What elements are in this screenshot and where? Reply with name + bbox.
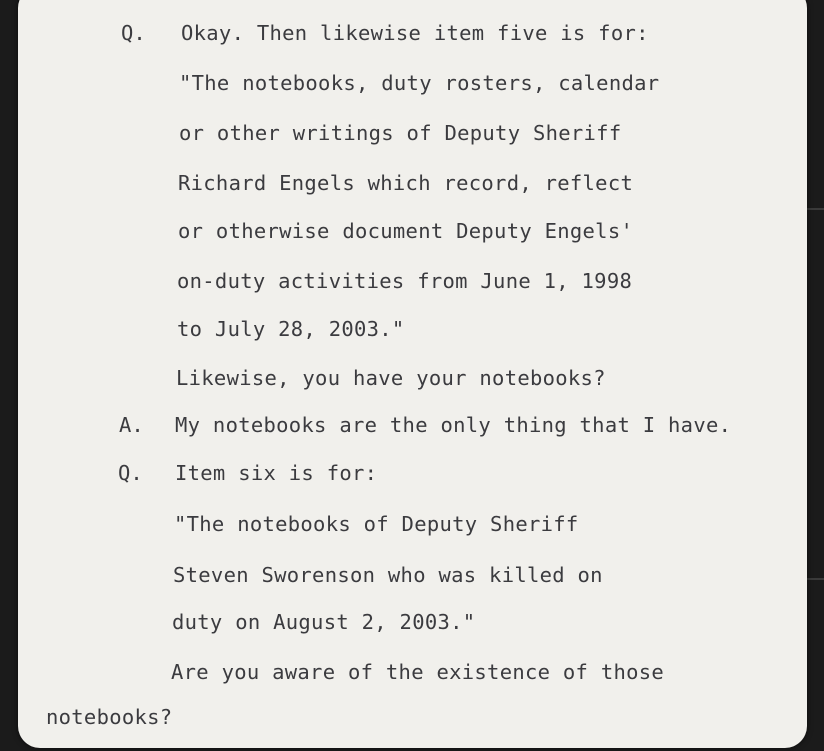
speaker-label: A. <box>119 413 144 437</box>
transcript-line: "The notebooks, duty rosters, calendar <box>179 71 660 95</box>
transcript-line: or otherwise document Deputy Engels' <box>178 219 634 243</box>
transcript-line: My notebooks are the only thing that I have. <box>175 413 732 437</box>
transcript-line: Item six is for: <box>175 461 378 485</box>
transcript-line: on-duty activities from June 1, 1998 <box>177 269 633 293</box>
transcript-line: Likewise, you have your notebooks? <box>176 366 606 390</box>
transcript-line: to July 28, 2003." <box>177 317 405 341</box>
transcript-line: "The notebooks of Deputy Sheriff <box>174 512 579 536</box>
transcript-line: Richard Engels which record, reflect <box>178 171 634 195</box>
background-edge <box>806 578 824 580</box>
speaker-label: Q. <box>118 461 143 485</box>
transcript-line: notebooks? <box>46 705 173 729</box>
document-page <box>18 0 807 748</box>
transcript-line: Okay. Then likewise item five is for: <box>181 21 649 45</box>
background-edge <box>806 208 824 210</box>
transcript-line: Steven Sworenson who was killed on <box>173 563 603 587</box>
transcript-line: or other writings of Deputy Sheriff <box>179 121 622 145</box>
transcript-line: duty on August 2, 2003." <box>172 610 476 634</box>
transcript-line: Are you aware of the existence of those <box>171 660 665 684</box>
speaker-label: Q. <box>121 21 146 45</box>
